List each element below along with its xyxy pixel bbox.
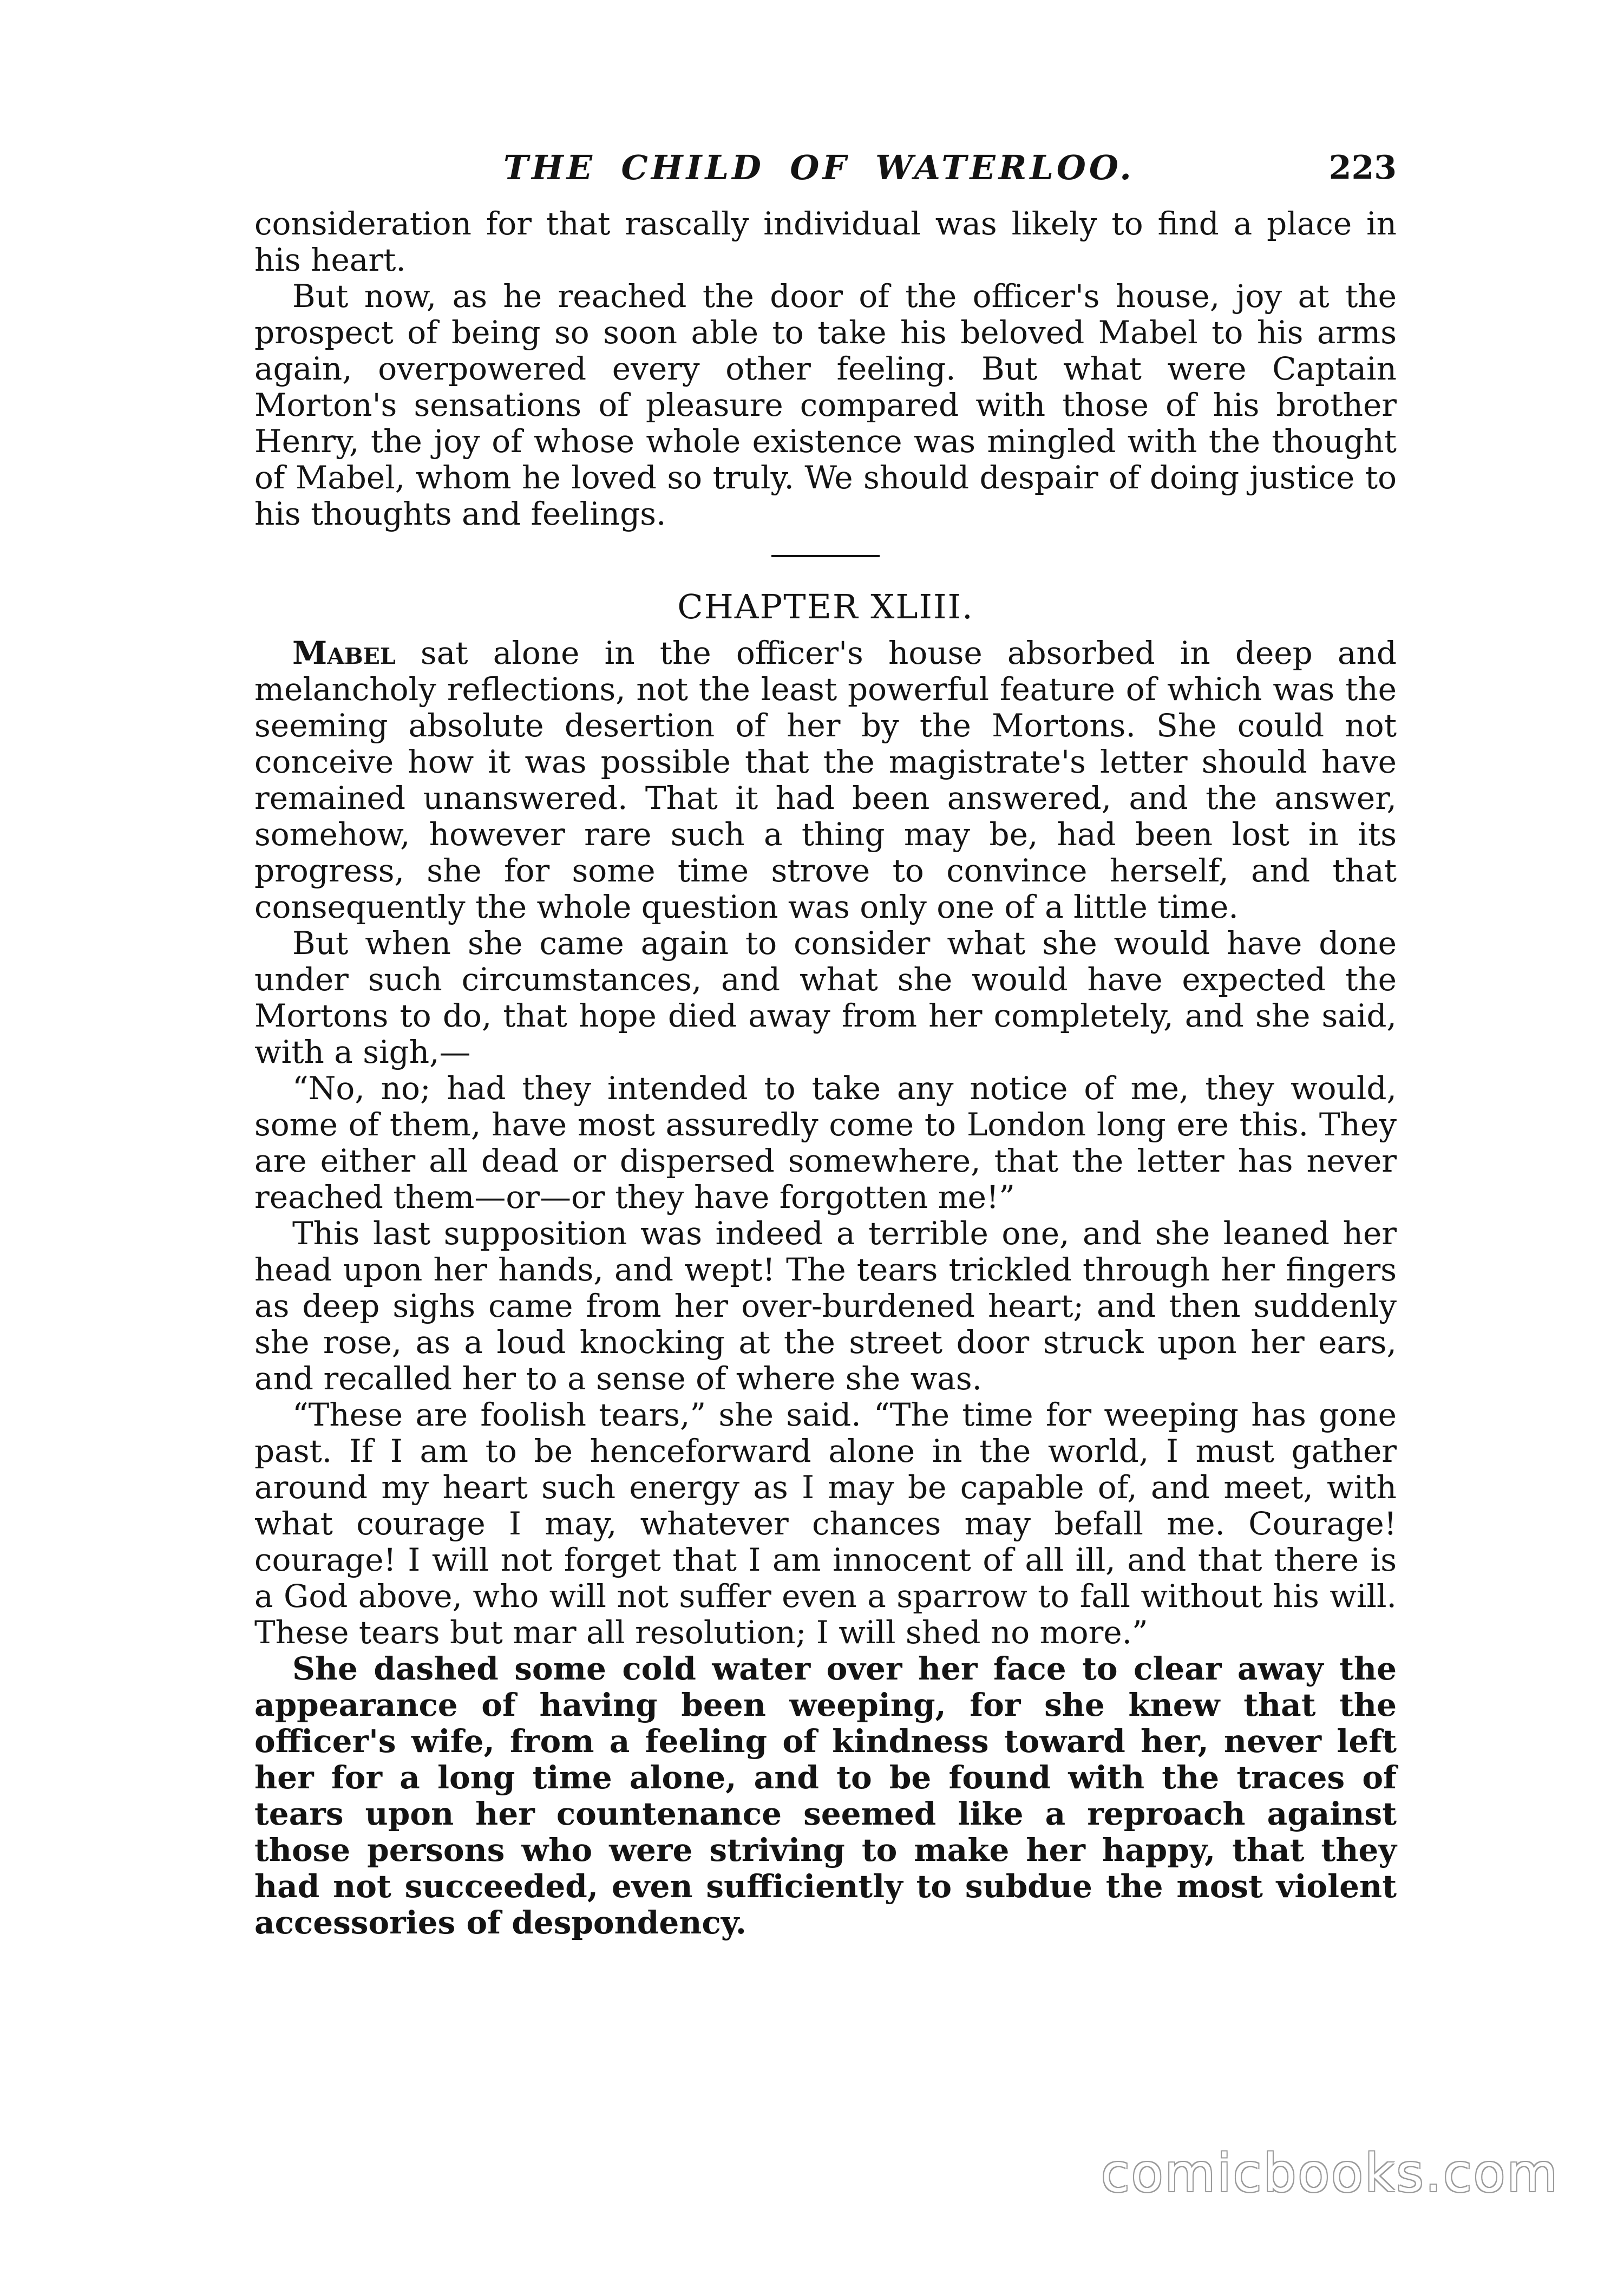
book-page bbox=[254, 146, 1397, 1941]
paragraph: This last supposition was indeed a terrible one, and she leaned her head upon her hands, and wept! The tears trickled through her fingers as deep sighs came from her over-burdened heart; and then suddenly she rose, as a loud knocking at the street door struck upon her ears, and recalled her to a sense of where she was. bbox=[254, 1215, 1397, 1397]
paragraph: “No, no; had they intended to take any notice of me, they would, some of them, have most assuredly come to London long ere this. They are either all dead or dispersed somewhere, that the letter has never reached them—or—or they have forgotten me!” bbox=[254, 1070, 1397, 1216]
section-divider bbox=[771, 555, 880, 557]
running-title: THE CHILD OF WATERLOO. bbox=[503, 148, 1135, 187]
paragraph-final: She dashed some cold water over her face to clear away the appearance of having been weeping, for she knew that the officer's wife, from a feeling of kindness toward her, never left her for a long time alone, and to be found with the traces of tears upon her countenance seemed like a reproach against those persons who were striving to make her happy, that they had not succeeded, even sufficiently to subdue the most violent accessories of despondency. bbox=[254, 1650, 1397, 1941]
paragraph: But now, as he reached the door of the officer's house, joy at the prospect of being so soon able to take his beloved Mabel to his arms again, overpowered every other feeling. But what were Captain Morton's sensations of pleasure compared with those of his brother Henry, the joy of whose whole existence was mingled with the thought of Mabel, whom he loved so truly. We should despair of doing justice to his thoughts and feelings. bbox=[254, 278, 1397, 532]
watermark: comicbooks.com bbox=[1101, 2143, 1559, 2204]
chapter-opening-word: Mabel bbox=[292, 635, 396, 671]
chapter-opening-paragraph bbox=[254, 635, 1397, 925]
running-head bbox=[254, 146, 1397, 206]
paragraph-continued: consideration for that rascally individual was likely to find a place in his heart. bbox=[254, 205, 1397, 278]
chapter-opening-text: sat alone in the officer's house absorbed in deep and melancholy reflections, not the least powerful feature of which was the seeming absolute desertion of her by the Mortons. She could not conceive how it was possible that the magistrate's letter should have remained unanswered. That it had been answered, and the answer, somehow, however rare such a thing may be, had been lost in its progress, she for some time strove to convince herself, and that consequently the whole question was only one of a little time. bbox=[254, 635, 1397, 925]
paragraph: “These are foolish tears,” she said. “The time for weeping has gone past. If I am to be henceforward alone in the world, I must gather around my heart such energy as I may be capable of, and meet, with what courage I may, whatever chances may befall me. Courage! courage! I will not forget that I am innocent of all ill, and that there is a God above, who will not suffer even a sparrow to fall without his will. These tears but mar all resolution; I will shed no more.” bbox=[254, 1396, 1397, 1651]
page-number: 223 bbox=[1328, 149, 1397, 187]
body-text bbox=[254, 206, 1397, 1941]
chapter-title: CHAPTER XLIII. bbox=[677, 587, 974, 626]
paragraph: But when she came again to consider what she would have done under such circumstances, and what she would have expected the Mortons to do, that hope died away from her completely, and she said, with a sigh,— bbox=[254, 925, 1397, 1070]
